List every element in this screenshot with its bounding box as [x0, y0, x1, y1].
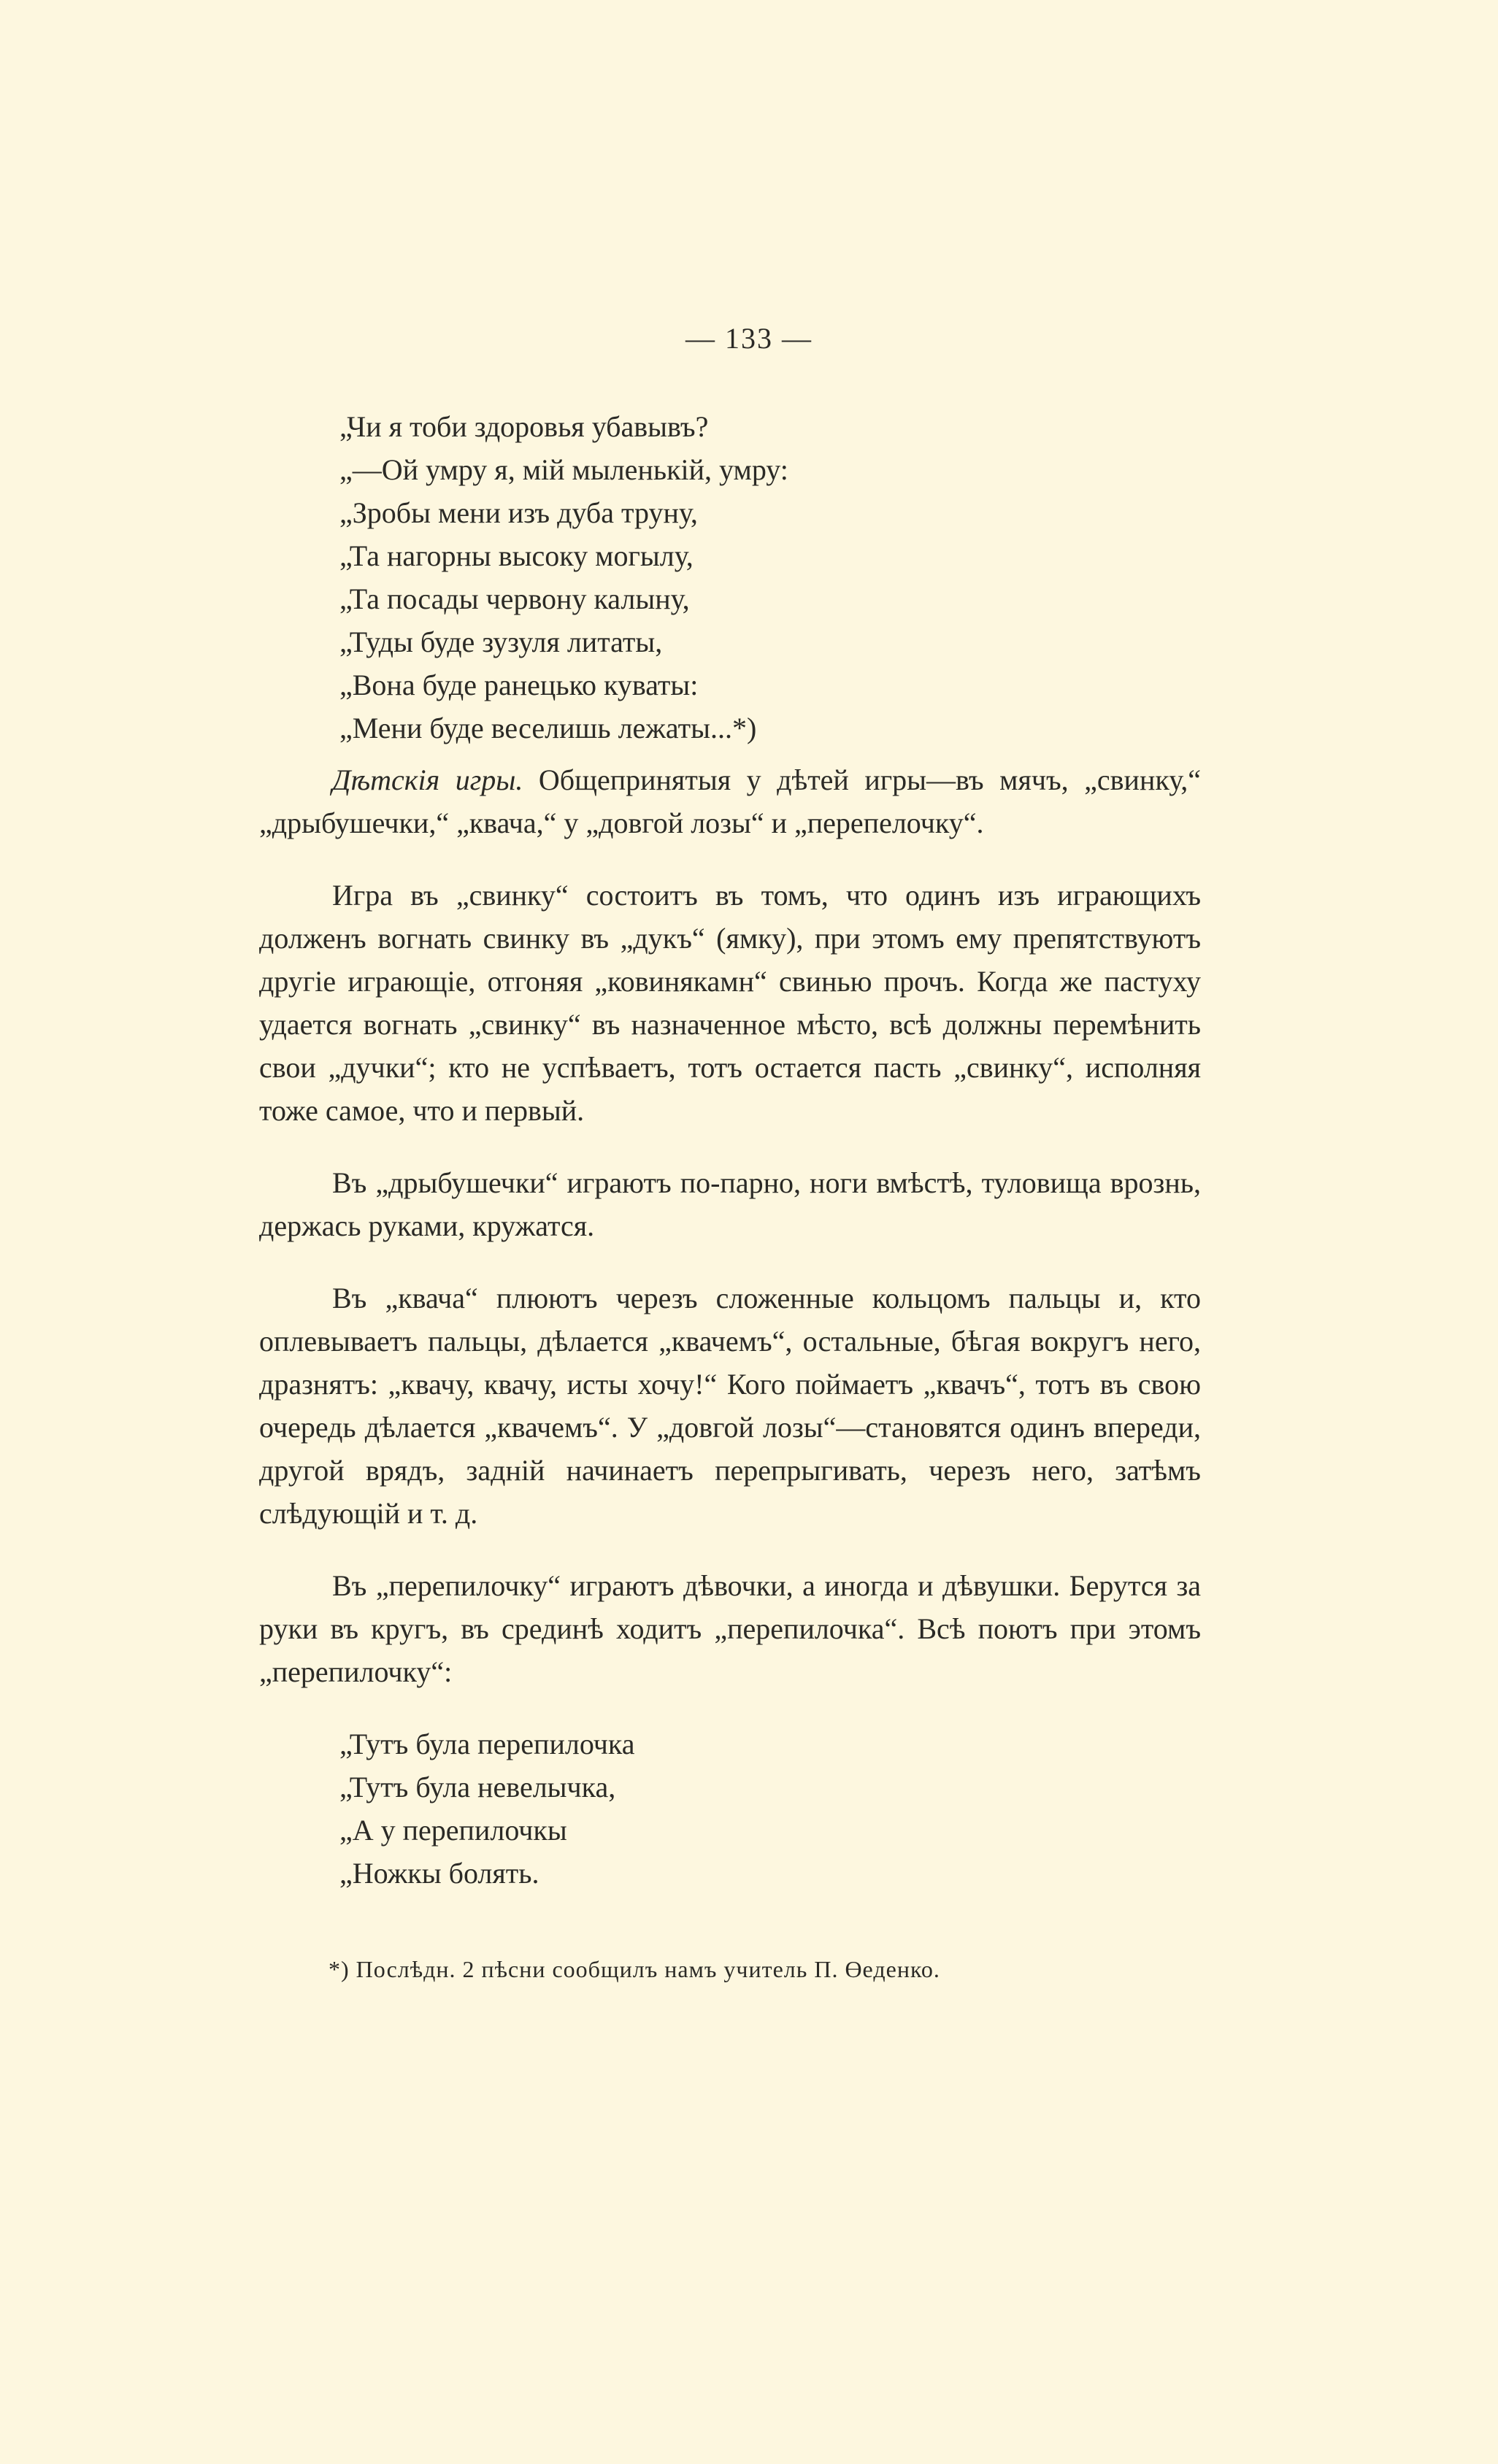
verse-line: „Ножкы болять. [339, 1857, 539, 1890]
verse-line: „Чи я тоби здоровья убавывъ? [339, 410, 709, 443]
footnote: *) Послѣдн. 2 пѣсни сообщилъ намъ учитель П. Өеденко. [329, 1956, 940, 1982]
paragraph-games [259, 758, 1201, 844]
verse-line: „Вона буде ранецько куваты: [339, 669, 699, 701]
verse-line: „Та посады червону калыну, [339, 582, 690, 615]
section-heading: Дѣтскія игры. [332, 763, 523, 796]
paragraph-svinka: Игра въ „свинку“ состоитъ въ томъ, что одинъ изъ играющихъ долженъ вогнать свинку въ „дукъ“ (ямку), при этомъ ему препятствуютъ другіе играющіе, отгоняя „ковинякамн“ свинью прочъ. Когда же пастуху удается вогнать „свинку“ въ назначенное мѣсто, всѣ должны перемѣнить свои „дучки“; кто не успѣваетъ, тотъ остается пасть „свинку“, исполняя тоже самое, что и первый. [259, 879, 1201, 1127]
body-text [259, 405, 1201, 1895]
verse-line: „Тутъ була перепилочка [339, 1728, 635, 1760]
verse-line: „Та нагорны высоку могылу, [339, 539, 694, 572]
verse-line: „Туды буде зузуля литаты, [339, 625, 663, 658]
paragraph-drybushechki: Въ „дрыбушечки“ играютъ по-парно, ноги вмѣстѣ, туловища врознь, держась руками, кружатся. [259, 1166, 1201, 1242]
verse-line: „А у перепилочкы [339, 1814, 567, 1847]
paragraph-kvach: Въ „квача“ плюютъ черезъ сложенные кольцомъ пальцы и, кто оплевываетъ пальцы, дѣлается „квачемъ“, остальные, бѣгая вокругъ него, дразнятъ: „квачу, квачу, исты хочу!“ Кого поймаетъ „квачъ“, тотъ въ свою очередь дѣлается „квачемъ“. У „довгой лозы“—становятся одинъ впереди, другой врядъ, задній начинаетъ перепрыгивать, черезъ него, затѣмъ слѣдующій и т. д. [259, 1282, 1201, 1530]
verse-line: „Зробы мени изъ дуба труну, [339, 496, 698, 529]
verse-block-1 [339, 405, 1201, 750]
paragraph-text: Общепринятыя у дѣтей игры—въ мячъ, „свинку,“ „дрыбушечки,“ „квача,“ у „довгой лозы“ и „перепелочку“. [259, 763, 1201, 839]
verse-line: „Мени буде веселишь лежаты...*) [339, 712, 757, 744]
verse-block-2 [339, 1722, 1201, 1895]
verse-line: „Тутъ була невелычка, [339, 1771, 616, 1803]
verse-line: „—Ой умру я, мій мыленькій, умру: [339, 453, 788, 486]
page-number: — 133 — [685, 322, 813, 355]
paragraph-perepilochka: Въ „перепилочку“ играютъ дѣвочки, а иногда и дѣвушки. Берутся за руки въ кругъ, въ срединѣ ходитъ „перепилочка“. Всѣ поютъ при этомъ „перепилочку“: [259, 1569, 1201, 1688]
